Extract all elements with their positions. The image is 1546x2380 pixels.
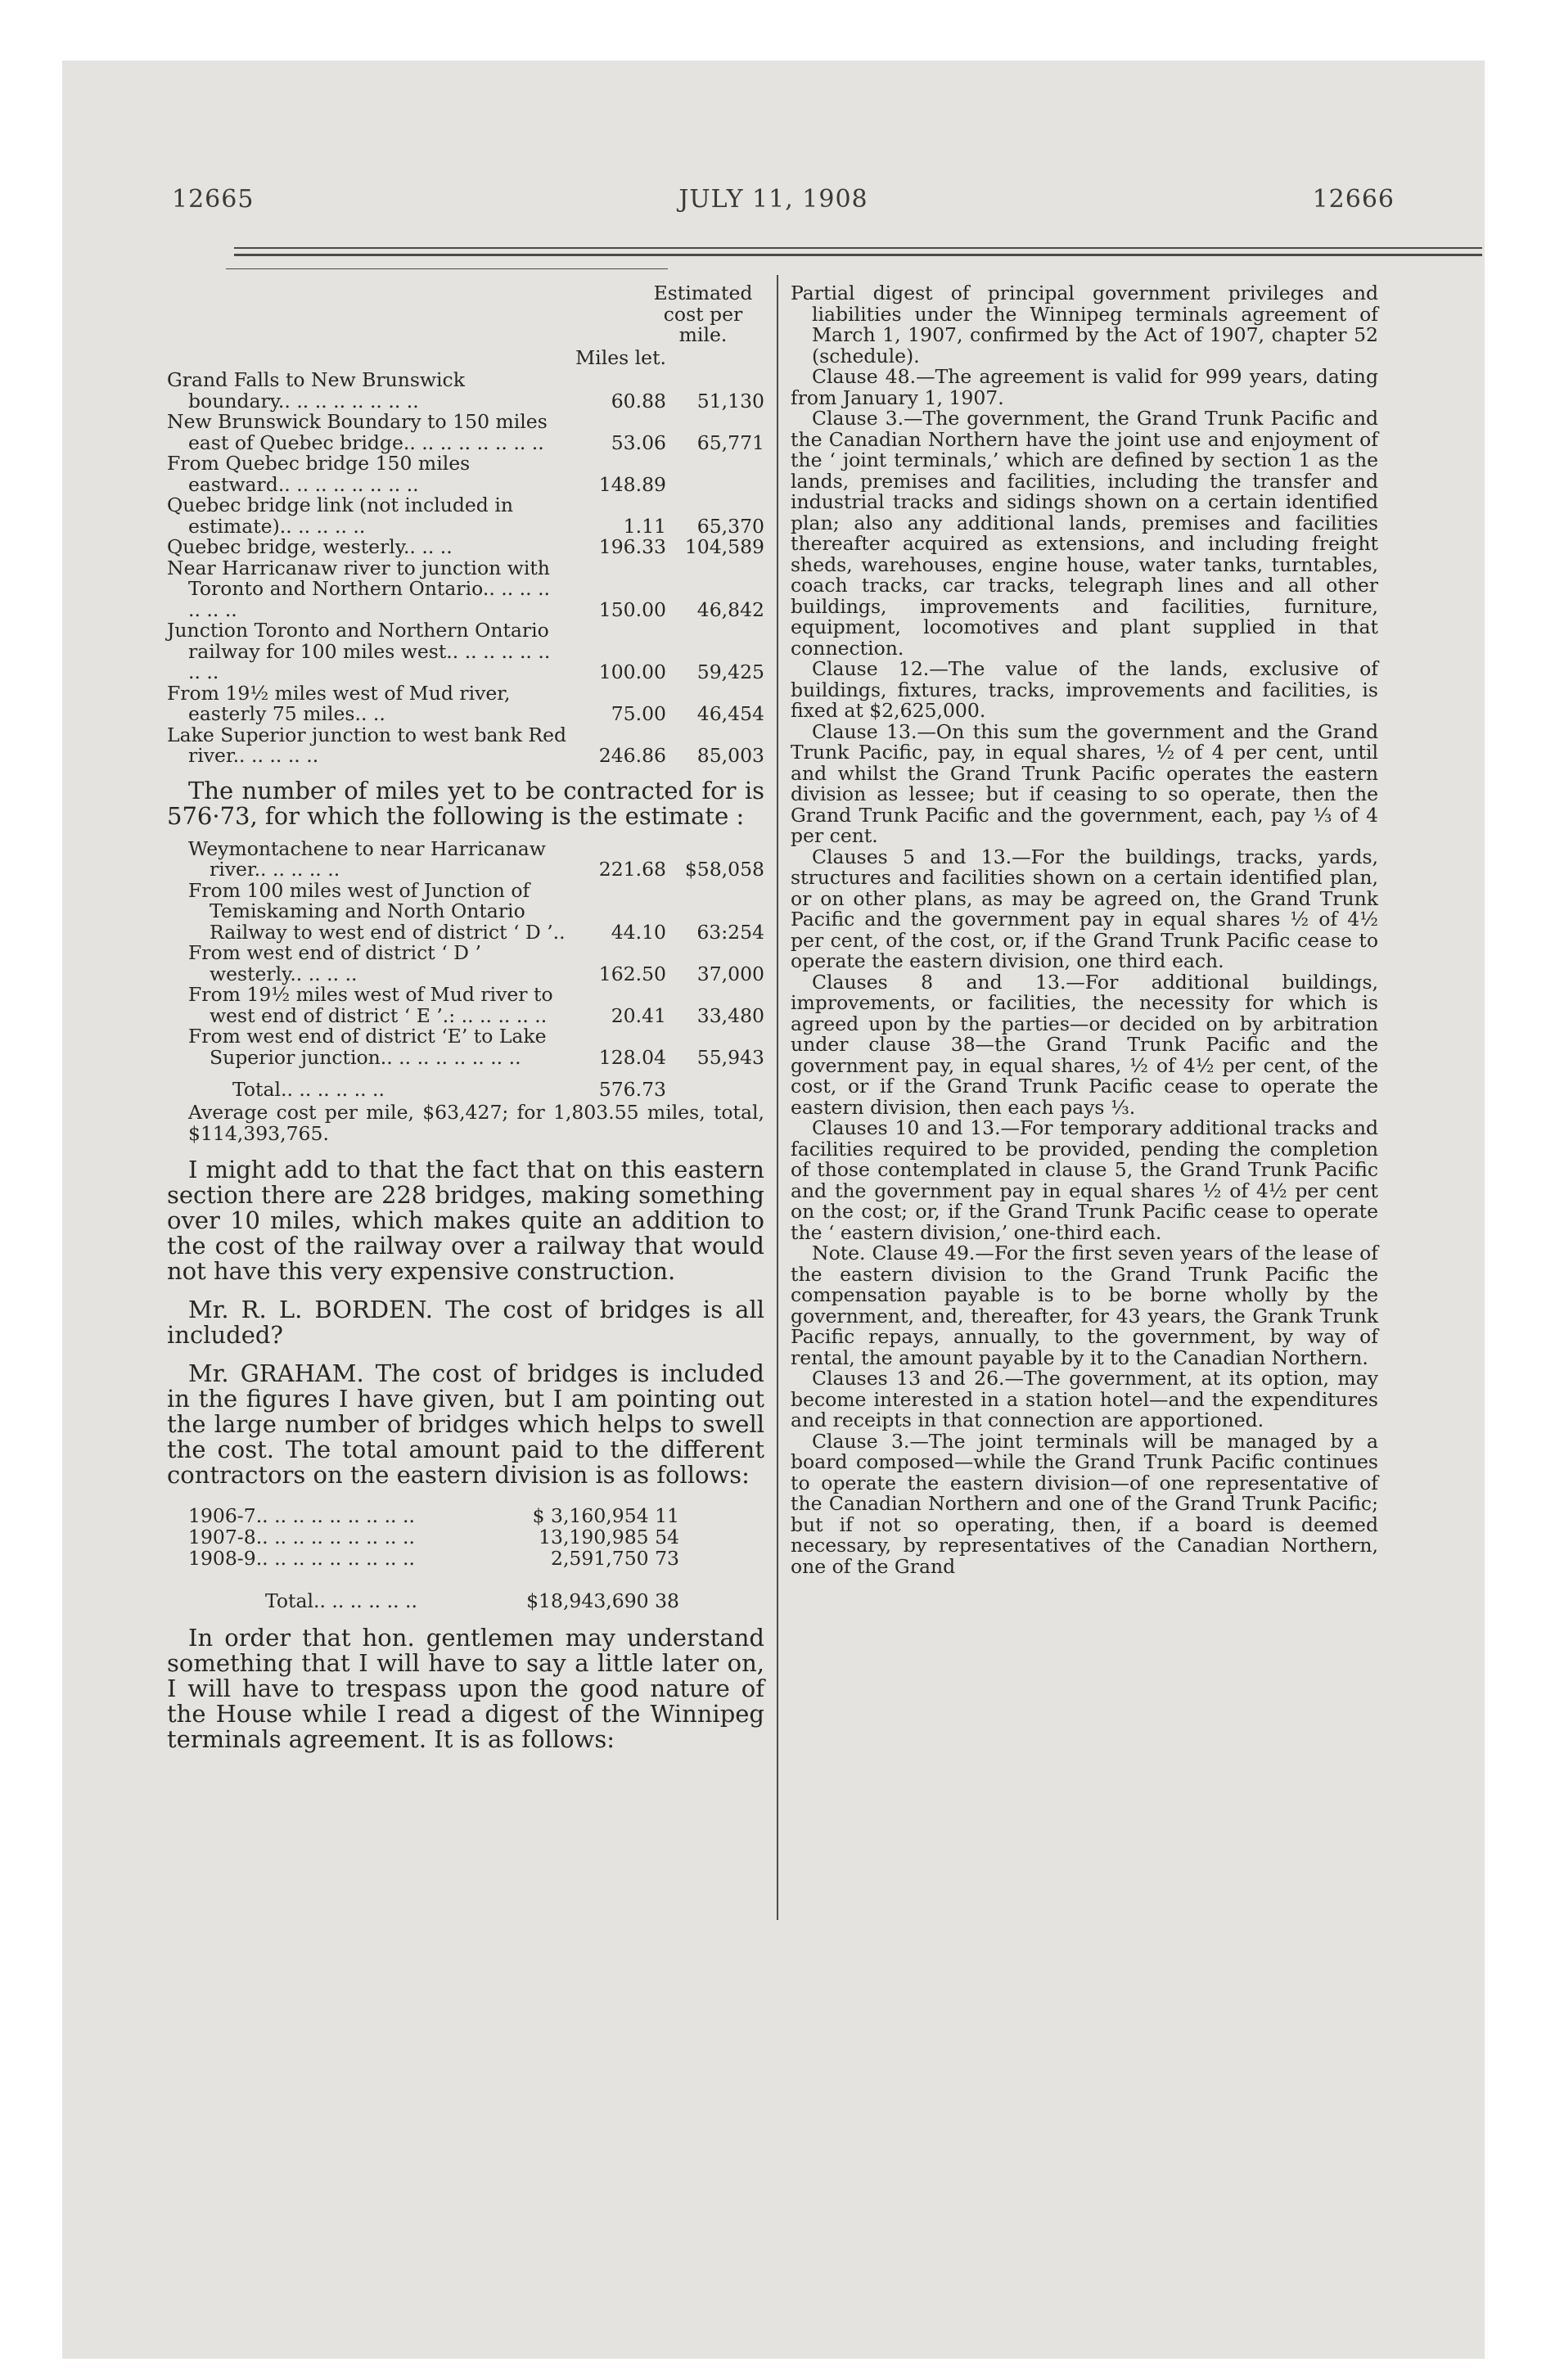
table1-row: From 19½ miles west of Mud river, easterly 75 miles.. .. 75.00 46,454: [167, 681, 764, 725]
clause-48: Clause 48.—The agreement is valid for 999 years, dating from January 1, 1907.: [791, 365, 1378, 409]
page-date: JULY 11, 1908: [678, 185, 868, 214]
payment-row: 1908-9.. .. .. .. .. .. .. .. .. 2,591,750 73: [188, 1547, 679, 1570]
clause-12: Clause 12.—The value of the lands, exclusive of buildings, fixtures, tracks, improvements and facilities, is fixed at $2,625,000.: [791, 657, 1378, 722]
table1-row: From Quebec bridge 150 miles eastward.. .. .. .. .. .. .. .. 148.89: [167, 452, 666, 496]
table1-row: Junction Toronto and Northern Ontario railway for 100 miles west.. .. .. .. .. .. .. .. 100.00 59,425: [167, 619, 764, 683]
clauses-8-and-13: Clauses 8 and 13.—For additional buildings, improvements, or facilities, the necessity for which is agreed upon by the parties—or decided on by arbitration under clause 38—the Grand Trunk Pacific and the government pay, in equal shares, ½ of 4½ per cent, of the cost, or if the Grand Trunk Pacific cease to operate the eastern division, then each pays ⅓.: [791, 970, 1378, 1119]
table1-row: Quebec bridge, westerly.. .. .. 196.33 104,589: [167, 535, 764, 558]
payments-table: [167, 1506, 764, 1612]
clause-13: Clause 13.—On this sum the government and the Grand Trunk Pacific, pay, in equal shares, ½ of 4 per cent, until and whilst the Grand Trunk Pacific operates the eastern division as lessee; but if ceasing to so operate, then the Grand Trunk Pacific and the government, each, pay ⅓ of 4 per cent.: [791, 719, 1378, 847]
table1-header: [167, 283, 764, 370]
table1-row: Grand Falls to New Brunswick boundary.. .. .. .. .. .. .. .. 60.88 51,130: [167, 368, 764, 412]
clause-3-joint-use: Clause 3.—The government, the Grand Trunk Pacific and the Canadian Northern have the joint use and enjoyment of the ‘ joint terminals,’ which are defined by section 1 as the lands, premises and facilities, including the transfer and industrial tracks and sidings shown on a certain identified plan; also any additional lands, premises and facilities thereafter acquired as extensions, and including freight sheds, warehouses, engine house, water tanks, turntables, coach tracks, car tracks, telegraph lines and all other buildings, improvements and facilities, furniture, equipment, locomotives and plant supplied in that connection.: [791, 407, 1378, 660]
table1-row: New Brunswick Boundary to 150 miles east of Quebec bridge.. .. .. .. .. .. .. .. 53.06 65,771: [167, 410, 764, 454]
right-column: [791, 283, 1378, 1920]
page-number-left: 12665: [172, 185, 255, 214]
header-rule-short: [226, 268, 668, 269]
payment-row: 1907-8.. .. .. .. .. .. .. .. .. 13,190,985 54: [188, 1526, 679, 1548]
scanned-page: [62, 61, 1485, 2359]
page-number-right: 12666: [1312, 185, 1395, 214]
clauses-5-and-13: Clauses 5 and 13.—For the buildings, tracks, yards, structures and facilities shown on a certain identified plan, or on other plans, as may be agreed on, the Grand Trunk Pacific and the government pay in equal shares ½ of 4½ per cent, of the cost, or, if the Grand Trunk Pacific cease to operate the eastern division, one third each.: [791, 845, 1378, 972]
table1-row: Lake Superior junction to west bank Red river.. .. .. .. .. 246.86 85,003: [167, 723, 764, 767]
table1-row: Near Harricanaw river to junction with Toronto and Northern Ontario.. .. .. .. .. .. .. 150.00 46,842: [167, 556, 764, 621]
table2-total: Total.. .. .. .. .. .. 576.73: [232, 1078, 666, 1101]
clause-3-board: Clause 3.—The joint terminals will be managed by a board composed—while the Grand Trunk Pacific continues to operate the eastern division—of one representative of the Canadian Northern and one of the Grand Trunk Pacific; but if not so operating, then, if a board is deemed necessary, by representatives of the Canadian Northern, one of the Grand: [791, 1429, 1378, 1578]
table2-row: From west end of district ‘E’ to Lake Superior junction.. .. .. .. .. .. .. .. 128.04 55,943: [188, 1025, 764, 1069]
paragraph-borden-question: Mr. R. L. BORDEN. The cost of bridges is all included?: [167, 1296, 764, 1349]
column-divider: [777, 275, 778, 1920]
average-cost-line: Average cost per mile, $63,427; for 1,803.55 miles, total, $114,393,765.: [188, 1101, 764, 1145]
note-clause-49: Note. Clause 49.—For the first seven years of the lease of the eastern division to the Grand Trunk Pacific the compensation payable is to be borne wholly by the government, and, thereafter, for 43 years, the Grank Trunk Pacific repays, annually, to the government, by way of rental, the amount payable by it to the Canadian Northern.: [791, 1242, 1378, 1369]
paragraph-bridges: I might add to that the fact that on this eastern section there are 228 bridges, making something over 10 miles, which makes quite an addition to the cost of the railway over a railway that would not have this very expensive construction.: [167, 1156, 764, 1285]
left-column: [167, 283, 764, 1920]
table2-row: Weymontachene to near Harricanaw river.. .. .. .. .. 221.68 $58,058: [188, 836, 764, 881]
table1-row: Quebec bridge link (not included in estimate).. .. .. .. .. 1.11 65,370: [167, 494, 764, 538]
table1-header-miles: Miles let.: [575, 345, 666, 369]
digest-intro: Partial digest of principal government privileges and liabilities under the Winnipeg terminals agreement of March 1, 1907, confirmed by the Act of 1907, chapter 52 (schedule).: [791, 282, 1378, 367]
paragraph-miles-to-contract: The number of miles yet to be contracted for is 576·73, for which the following is the estimate :: [167, 776, 764, 830]
table1-header-cost: Estimated cost per mile.: [653, 282, 753, 346]
payment-row: 1906-7.. .. .. .. .. .. .. .. .. $ 3,160,954 11: [188, 1504, 679, 1527]
header-rule-bottom: [234, 254, 1482, 256]
table2-body: [167, 836, 764, 1145]
header-rule-top: [234, 247, 1482, 249]
table2-row: From west end of district ‘ D ’ westerly.. .. .. .. 162.50 37,000: [188, 941, 764, 985]
table2-row: From 19½ miles west of Mud river to west end of district ‘ E ’.: .. .. .. .. .. 20.41 33,480: [188, 983, 764, 1027]
table1-body: [167, 370, 764, 767]
paragraph-digest-intro: In order that hon. gentlemen may understand something that I will have to say a little later on, I will have to trespass upon the good nature of the House while I read a digest of the Winnipeg terminals agreement. It is as follows:: [167, 1624, 764, 1753]
paragraph-graham-answer: Mr. GRAHAM. The cost of bridges is included in the figures I have given, but I am pointing out the large number of bridges which helps to swell the cost. The total amount paid to the different contractors on the eastern division is as follows:: [167, 1359, 764, 1489]
clauses-10-and-13: Clauses 10 and 13.—For temporary additional tracks and facilities required to be provided, pending the completion of those contemplated in clause 5, the Grand Trunk Pacific and the government pay in equal shares ½ of 4½ per cent on the cost; or, if the Grand Trunk Pacific cease to operate the ‘ eastern division,’ one-third each.: [791, 1116, 1378, 1244]
table2-row: From 100 miles west of Junction of Temiskaming and North Ontario Railway to west end of district ‘ D ’.. 44.10 63:254: [188, 878, 764, 944]
clauses-13-and-26: Clauses 13 and 26.—The government, at its option, may become interested in a station hotel—and the expenditures and receipts in that connection are apportioned.: [791, 1367, 1378, 1431]
payments-total: Total.. .. .. .. .. .. $18,943,690 38: [265, 1589, 679, 1612]
